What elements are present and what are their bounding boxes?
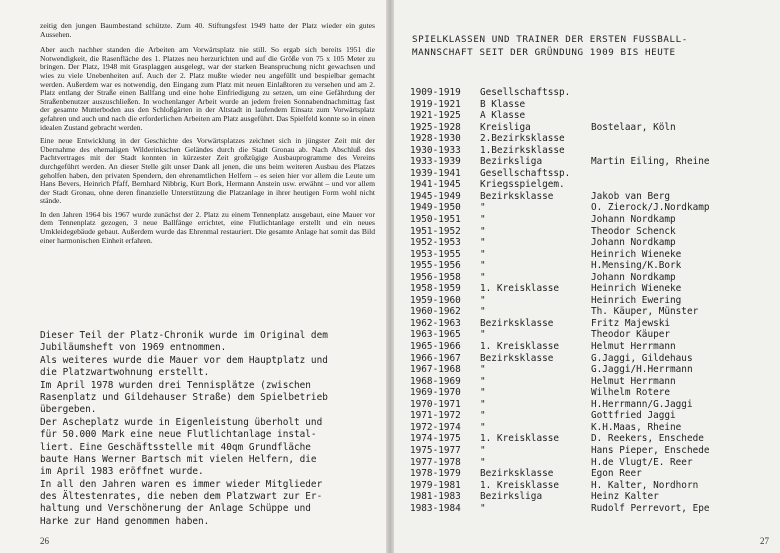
table-row bbox=[410, 191, 770, 203]
season-years: 1953-1955 bbox=[410, 248, 461, 260]
typed-line: baute Hans Werner Bartsch mit vielen Helfern, die bbox=[40, 453, 317, 465]
table-row bbox=[410, 249, 770, 261]
coach-name: Th. Käuper, Münster bbox=[591, 306, 699, 318]
season-years: 1960-1962 bbox=[410, 306, 461, 318]
coach-name: Heinrich Wieneke bbox=[591, 248, 682, 260]
league-name: " bbox=[480, 225, 486, 237]
league-name: 2.Bezirksklasse bbox=[480, 133, 565, 145]
league-name: Gesellschaftssp. bbox=[480, 167, 571, 179]
table-row bbox=[410, 122, 770, 134]
season-years: 1969-1970 bbox=[410, 387, 461, 399]
league-name: " bbox=[480, 387, 486, 399]
page-number-left: 26 bbox=[40, 536, 49, 546]
season-years: 1971-1972 bbox=[410, 410, 461, 422]
league-name: " bbox=[480, 202, 486, 214]
league-name: " bbox=[480, 306, 486, 318]
league-name: " bbox=[480, 375, 486, 387]
coach-name: Egon Reer bbox=[591, 468, 642, 480]
typed-line: Jubiläumsheft von 1969 entnommen. bbox=[40, 342, 227, 354]
league-name: B Klasse bbox=[480, 98, 526, 110]
league-name: " bbox=[480, 410, 486, 422]
league-name: " bbox=[480, 421, 486, 433]
league-name: Kreisliga bbox=[480, 121, 531, 133]
table-row bbox=[410, 226, 770, 238]
coach-name: Heinrich Ewering bbox=[591, 294, 682, 306]
table-row bbox=[410, 468, 770, 480]
table-row bbox=[410, 503, 770, 515]
league-name: " bbox=[480, 444, 486, 456]
table-row bbox=[410, 353, 770, 365]
season-years: 1983-1984 bbox=[410, 502, 461, 514]
league-name: 1. Kreisklasse bbox=[480, 433, 560, 445]
league-name: " bbox=[480, 214, 486, 226]
table-row bbox=[410, 145, 770, 157]
coach-name: Helmut Herrmann bbox=[591, 375, 676, 387]
table-row bbox=[410, 295, 770, 307]
league-name: Kriegsspielgem. bbox=[480, 179, 565, 191]
league-name: Bezirksklasse bbox=[480, 317, 554, 329]
league-name: " bbox=[480, 248, 486, 260]
league-name: 1. Kreisklasse bbox=[480, 283, 560, 295]
season-years: 1925-1928 bbox=[410, 121, 461, 133]
table-row bbox=[410, 445, 770, 457]
table-row bbox=[410, 87, 770, 99]
coach-name: K.H.Maas, Rheine bbox=[591, 421, 682, 433]
season-years: 1939-1941 bbox=[410, 167, 461, 179]
coach-name: H.de Vlugt/E. Reer bbox=[591, 456, 693, 468]
coach-name: D. Reekers, Enschede bbox=[591, 433, 704, 445]
table-row bbox=[410, 272, 770, 284]
league-coach-table bbox=[410, 87, 770, 514]
coach-name: Hans Pieper, Enschede bbox=[591, 444, 710, 456]
coach-name: Heinrich Wieneke bbox=[591, 283, 682, 295]
season-years: 1952-1953 bbox=[410, 237, 461, 249]
season-years: 1970-1971 bbox=[410, 398, 461, 410]
season-years: 1945-1949 bbox=[410, 190, 461, 202]
table-row bbox=[410, 156, 770, 168]
table-row bbox=[410, 168, 770, 180]
typed-line: haltung und Verschönerung der Anlage Schüppe und bbox=[40, 503, 311, 515]
paragraph: zeitig den jungen Baumbestand schützte. Zum 40. Stiftungsfest 1949 hatte der Platz wieder ein gutes Aussehen. bbox=[40, 21, 375, 39]
coach-name: H.Herrmann/G.Jaggi bbox=[591, 398, 693, 410]
coach-name: Wilhelm Rotere bbox=[591, 387, 671, 399]
season-years: 1919-1921 bbox=[410, 98, 461, 110]
season-years: 1921-1925 bbox=[410, 110, 461, 122]
table-row bbox=[410, 341, 770, 353]
season-years: 1967-1968 bbox=[410, 364, 461, 376]
table-row bbox=[410, 260, 770, 272]
league-name: Bezirksliga bbox=[480, 491, 543, 503]
coach-name: Fritz Majewski bbox=[591, 317, 671, 329]
paragraph: Eine neue Entwicklung in der Geschichte des Vorwärtsplatzes zeichnet sich in jüngster Zeit mit der Übernahme des ehemaligen Wilderinkschen Geländes durch die Stadt Gronau ab. Nach Abschluß des Pachtvertrages mit der Stadt konnten in kürzester Zeit großzügige Ausbauprogramme des Vereins durchgeführt werden. An dieser Stelle gilt unser Dank all jenen, die uns beim weiteren Ausbau des Platzes geholfen haben, den privaten Spendern, den ehrenamtlichen Helfern – es seien hier vor allem die Leute um Hans Bevers, Heinrich Pfaff, Bernhard Nibbrig, Kurt Bork, Hermann Anstein usw. erwähnt – und vor allem der Stadt Gronau, ohne deren finanzielle Unterstützung die Platzanlage in ihrer heutigen Form wohl nicht stände. bbox=[40, 136, 375, 206]
table-row bbox=[410, 491, 770, 503]
coach-name: G.Jaggi/H.Herrmann bbox=[591, 364, 693, 376]
table-row bbox=[410, 133, 770, 145]
league-name: " bbox=[480, 294, 486, 306]
book-gutter bbox=[386, 0, 394, 553]
table-row bbox=[410, 202, 770, 214]
season-years: 1928-1930 bbox=[410, 133, 461, 145]
paragraph: In den Jahren 1964 bis 1967 wurde zunächst der 2. Platz zu einem Tennenplatz ausgebaut, eine Mauer vor dem Tennenplatz gezogen, 3 neue Ballfänge errichtet, eine Flutlichtanlage erstellt und ein neues Umkleidegebäude gebaut. Außerdem wurde das Ehrenmal restauriert. Die gesamte Anlage hat somit das Bild einer harmonischen Einheit erfahren. bbox=[40, 209, 375, 245]
league-name: 1. Kreisklasse bbox=[480, 341, 560, 353]
season-years: 1977-1978 bbox=[410, 456, 461, 468]
coach-name: Theodor Käuper bbox=[591, 329, 671, 341]
table-row bbox=[410, 214, 770, 226]
table-row bbox=[410, 480, 770, 492]
typewritten-addendum bbox=[40, 330, 378, 528]
coach-name: Heinz Kalter bbox=[591, 491, 659, 503]
league-name: 1. Kreisklasse bbox=[480, 479, 560, 491]
table-row bbox=[410, 283, 770, 295]
season-years: 1965-1966 bbox=[410, 341, 461, 353]
table-row bbox=[410, 399, 770, 411]
coach-name: H.Mensing/K.Bork bbox=[591, 260, 682, 272]
typed-line: im April 1983 eröffnet wurde. bbox=[40, 466, 204, 478]
table-row bbox=[410, 179, 770, 191]
table-row bbox=[410, 237, 770, 249]
coach-name: Johann Nordkamp bbox=[591, 214, 676, 226]
season-years: 1972-1974 bbox=[410, 421, 461, 433]
typed-line: Harke zur Hand genommen haben. bbox=[40, 515, 210, 527]
coach-name: Johann Nordkamp bbox=[591, 271, 676, 283]
coach-name: Helmut Herrmann bbox=[591, 341, 676, 353]
table-row bbox=[410, 457, 770, 469]
coach-name: Gottfried Jaggi bbox=[591, 410, 676, 422]
coach-name: Martin Eiling, Rheine bbox=[591, 156, 710, 168]
league-name: " bbox=[480, 260, 486, 272]
season-years: 1975-1977 bbox=[410, 444, 461, 456]
season-years: 1974-1975 bbox=[410, 433, 461, 445]
season-years: 1981-1983 bbox=[410, 491, 461, 503]
page-number-right: 27 bbox=[760, 536, 769, 546]
typed-line: Im April 1978 wurden drei Tennisplätze (zwischen bbox=[40, 379, 311, 391]
league-name: " bbox=[480, 329, 486, 341]
paragraph: Aber auch nachher standen die Arbeiten am Vorwärtsplatz nie still. So ergab sich bereits 1951 die Notwendigkeit, die Rasenfläche des 1. Platzes neu herzurichten und auf die Größe von 75 x 105 Meter zu bringen. Der Platz, 1948 mit Grasplaggen ausgelegt, war der starken Beanspruchung nicht gewachsen und wies zu viele Unebenheiten auf. Auch der 2. Platz mußte wieder neu angefüllt und bespielbar gemacht werden. Außerdem war es notwendig, den Eingang zum Platz mit neuen Einlaßtoren zu versehen und am 2. Platz entlang der Straße einen Ballfang und eine hohe Einfriedigung zu setzen, um eine Gefährdung der Straßenbenutzer auszuschließen. In wochenlanger Arbeit wurde an jedem freien Sonnabendnachmittag fast der gesamte Mutterboden aus den Schloßgärten in der Altstadt in laufendem Einsatz zum Vorwärtsplatz gefahren und auch und nach die erforderlichen Arbeiten am Platz ausgeführt. Das Spielfeld konnte so in einen idealen Zustand gebracht werden. bbox=[40, 45, 375, 132]
league-name: Bezirksliga bbox=[480, 156, 543, 168]
league-name: " bbox=[480, 398, 486, 410]
coach-name: G.Jaggi, Gildehaus bbox=[591, 352, 693, 364]
league-name: 1.Bezirksklasse bbox=[480, 144, 565, 156]
coach-name: Johann Nordkamp bbox=[591, 237, 676, 249]
season-years: 1968-1969 bbox=[410, 375, 461, 387]
title-line: SPIELKLASSEN UND TRAINER DER ERSTEN FUSSBALL- bbox=[412, 34, 688, 45]
league-name: Bezirksklasse bbox=[480, 352, 554, 364]
league-name: Bezirksklasse bbox=[480, 468, 554, 480]
league-name: " bbox=[480, 364, 486, 376]
table-row bbox=[410, 433, 770, 445]
typed-line: liert. Eine Geschäftsstelle mit 40qm Grundfläche bbox=[40, 441, 311, 453]
league-name: Gesellschaftssp. bbox=[480, 87, 571, 98]
typed-line: Der Ascheplatz wurde in Eigenleistung überholt und bbox=[40, 416, 323, 428]
typed-line: Als weiteres wurde die Mauer vor dem Hauptplatz und bbox=[40, 354, 328, 366]
season-years: 1909-1919 bbox=[410, 87, 461, 98]
typed-line: In all den Jahren waren es immer wieder Mitglieder bbox=[40, 478, 323, 490]
season-years: 1966-1967 bbox=[410, 352, 461, 364]
table-row bbox=[410, 410, 770, 422]
league-name: " bbox=[480, 237, 486, 249]
coach-name: Bostelaar, Köln bbox=[591, 121, 676, 133]
table-row bbox=[410, 329, 770, 341]
season-years: 1955-1956 bbox=[410, 260, 461, 272]
coach-name: H. Kalter, Nordhorn bbox=[591, 479, 699, 491]
season-years: 1930-1933 bbox=[410, 144, 461, 156]
title-line: MANNSCHAFT SEIT DER GRÜNDUNG 1909 BIS HEUTE bbox=[412, 47, 676, 58]
typed-line: des Ältestenrates, die neben dem Platzwart zur Er- bbox=[40, 491, 323, 503]
season-years: 1956-1958 bbox=[410, 271, 461, 283]
table-row bbox=[410, 364, 770, 376]
table-row bbox=[410, 99, 770, 111]
table-row bbox=[410, 110, 770, 122]
season-years: 1958-1959 bbox=[410, 283, 461, 295]
season-years: 1950-1951 bbox=[410, 214, 461, 226]
table-row bbox=[410, 306, 770, 318]
season-years: 1949-1950 bbox=[410, 202, 461, 214]
table-row bbox=[410, 422, 770, 434]
season-years: 1978-1979 bbox=[410, 468, 461, 480]
season-years: 1933-1939 bbox=[410, 156, 461, 168]
league-name: A Klasse bbox=[480, 110, 526, 122]
coach-name: O. Zierock/J.Nordkamp bbox=[591, 202, 710, 214]
table-title bbox=[412, 33, 762, 59]
coach-name: Theodor Schenck bbox=[591, 225, 676, 237]
season-years: 1962-1963 bbox=[410, 317, 461, 329]
typed-line: für 50.000 Mark eine neue Flutlichtanlage instal- bbox=[40, 429, 317, 441]
season-years: 1959-1960 bbox=[410, 294, 461, 306]
league-name: " bbox=[480, 502, 486, 514]
season-years: 1979-1981 bbox=[410, 479, 461, 491]
typed-line: Rasenplatz und Gildehauser Straße) dem Spielbetrieb bbox=[40, 391, 328, 403]
season-years: 1951-1952 bbox=[410, 225, 461, 237]
coach-name: Rudolf Perrevort, Epe bbox=[591, 502, 710, 514]
typed-line: Dieser Teil der Platz-Chronik wurde im Original dem bbox=[40, 330, 328, 341]
season-years: 1941-1945 bbox=[410, 179, 461, 191]
league-name: Bezirksklasse bbox=[480, 190, 554, 202]
season-years: 1963-1965 bbox=[410, 329, 461, 341]
typed-line: übergeben. bbox=[40, 404, 97, 416]
table-row bbox=[410, 387, 770, 399]
coach-name: Jakob van Berg bbox=[591, 190, 671, 202]
league-name: " bbox=[480, 456, 486, 468]
typed-line: die Platzwartwohnung erstellt. bbox=[40, 367, 210, 379]
table-row bbox=[410, 376, 770, 388]
table-row bbox=[410, 318, 770, 330]
league-name: " bbox=[480, 271, 486, 283]
chronicle-text bbox=[40, 22, 375, 250]
